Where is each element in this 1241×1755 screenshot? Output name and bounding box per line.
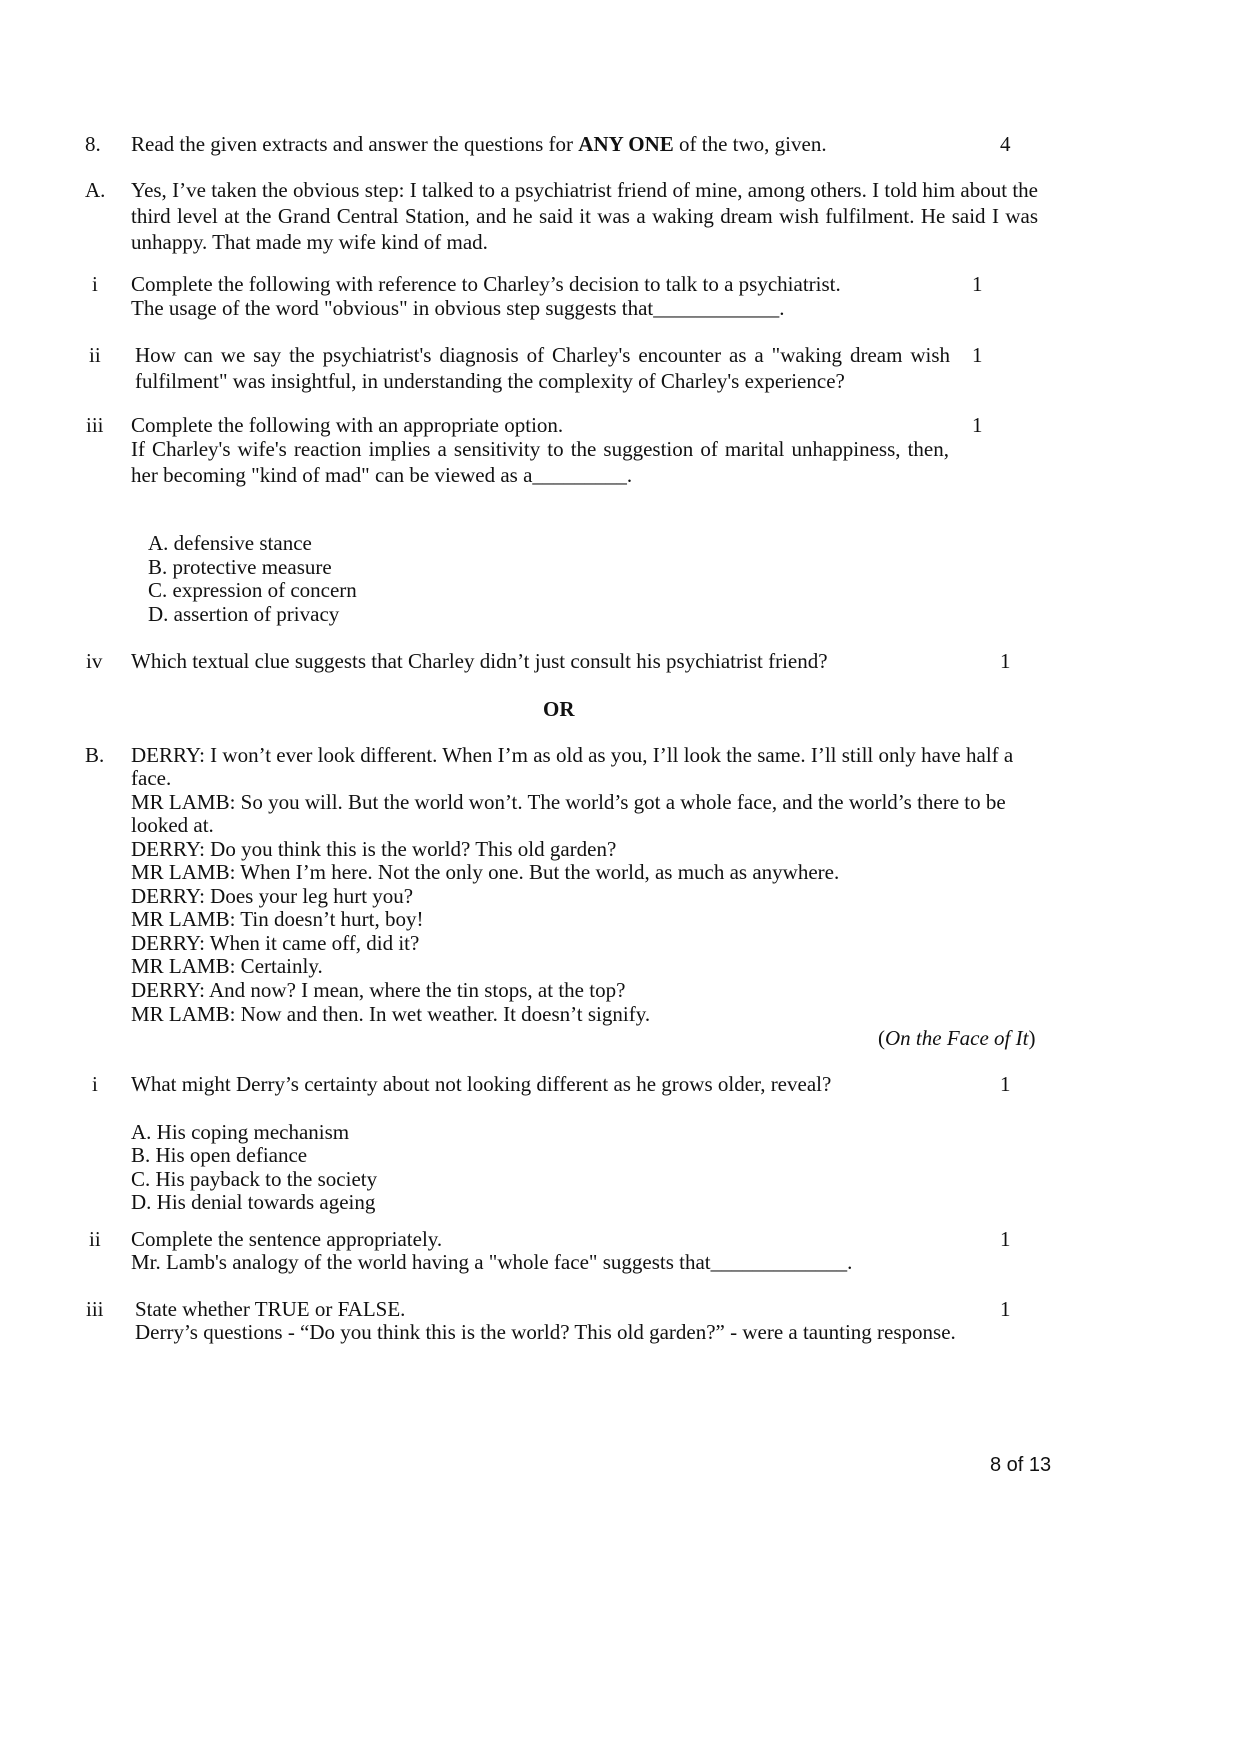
option-d: D. His denial towards ageing bbox=[131, 1190, 376, 1214]
citation-title: On the Face of It bbox=[885, 1026, 1029, 1050]
dialogue-line: MR LAMB: Tin doesn’t hurt, boy! bbox=[131, 907, 424, 931]
dialogue-line: DERRY: And now? I mean, where the tin stops, at the top? bbox=[131, 978, 626, 1002]
part-b-q3-line1: State whether TRUE or FALSE. bbox=[135, 1297, 406, 1321]
part-a-q4-marks: 1 bbox=[1000, 649, 1011, 673]
option-d: D. assertion of privacy bbox=[148, 602, 340, 626]
question-number: 8. bbox=[85, 132, 101, 156]
part-b-label: B. bbox=[85, 743, 105, 767]
part-a-q3-text: If Charley's wife's reaction implies a sensitivity to the suggestion of marital unhappiness, then, her becoming "kind of mad" can be viewed as a_________. bbox=[131, 437, 949, 487]
part-a-q1-line1: Complete the following with reference to Charley’s decision to talk to a psychiatrist. bbox=[131, 272, 841, 296]
option-a: A. defensive stance bbox=[148, 531, 312, 555]
source-citation bbox=[878, 1025, 1035, 1051]
part-b-q1-marks: 1 bbox=[1000, 1072, 1011, 1096]
part-b-q2-marks: 1 bbox=[1000, 1227, 1011, 1251]
option-a: A. His coping mechanism bbox=[131, 1120, 350, 1144]
part-b-q1-number: i bbox=[92, 1072, 98, 1096]
dialogue-line: face. bbox=[131, 766, 172, 790]
part-b-q2-line1: Complete the sentence appropriately. bbox=[131, 1227, 443, 1251]
part-a-q3-marks: 1 bbox=[972, 413, 983, 437]
part-a-q1-marks: 1 bbox=[972, 272, 983, 296]
part-a-q1-number: i bbox=[92, 272, 98, 296]
citation-open: ( bbox=[878, 1026, 885, 1050]
dialogue-line: MR LAMB: When I’m here. Not the only one. But the world, as much as anywhere. bbox=[131, 860, 840, 884]
question-instruction bbox=[131, 131, 827, 157]
part-b-q3-line2: Derry’s questions - “Do you think this is the world? This old garden?” - were a taunting response. bbox=[135, 1320, 956, 1344]
part-b-q3-number: iii bbox=[86, 1297, 104, 1321]
part-a-q3-number: iii bbox=[86, 413, 104, 437]
part-b-q2-number: ii bbox=[89, 1227, 101, 1251]
citation-close: ) bbox=[1028, 1026, 1036, 1050]
page-number: 8 of 13 bbox=[990, 1454, 1052, 1476]
option-c: C. His payback to the society bbox=[131, 1167, 378, 1191]
part-a-label: A. bbox=[85, 178, 106, 202]
part-a-q4-number: iv bbox=[86, 649, 103, 673]
dialogue-line: DERRY: When it came off, did it? bbox=[131, 931, 420, 955]
part-a-q3-line1: Complete the following with an appropriate option. bbox=[131, 413, 564, 437]
dialogue-line: looked at. bbox=[131, 813, 214, 837]
dialogue-line: DERRY: Does your leg hurt you? bbox=[131, 884, 414, 908]
part-a-passage: Yes, I’ve taken the obvious step: I talked to a psychiatrist friend of mine, among others. I told him about the third level at the Grand Central Station, and he said it was a waking dream wish fulfilment. He said I was unhappy. That made my wife kind of mad. bbox=[131, 178, 1038, 254]
part-b-q1-text: What might Derry’s certainty about not looking different as he grows older, reveal? bbox=[131, 1072, 832, 1096]
option-c: C. expression of concern bbox=[148, 578, 357, 602]
part-a-q2-number: ii bbox=[89, 343, 101, 367]
instruction-text: Read the given extracts and answer the questions for bbox=[131, 132, 579, 156]
dialogue-line: DERRY: I won’t ever look different. When I’m as old as you, I’ll look the same. I’ll still only have half a bbox=[131, 743, 1014, 767]
part-a-q2-marks: 1 bbox=[972, 343, 983, 367]
option-b: B. His open defiance bbox=[131, 1143, 308, 1167]
option-b: B. protective measure bbox=[148, 555, 332, 579]
part-a-q4-text: Which textual clue suggests that Charley didn’t just consult his psychiatrist friend? bbox=[131, 649, 828, 673]
part-a-q1-line2: The usage of the word "obvious" in obvious step suggests that____________. bbox=[131, 296, 785, 320]
dialogue-line: MR LAMB: Now and then. In wet weather. It doesn’t signify. bbox=[131, 1002, 651, 1026]
part-a-q2-text: How can we say the psychiatrist's diagnosis of Charley's encounter as a "waking dream wish fulfilment" was insightful, in understanding the complexity of Charley's experience? bbox=[135, 343, 950, 393]
part-b-q3-marks: 1 bbox=[1000, 1297, 1011, 1321]
dialogue-line: MR LAMB: Certainly. bbox=[131, 954, 323, 978]
or-separator: OR bbox=[543, 697, 575, 721]
question-marks: 4 bbox=[1000, 132, 1011, 156]
instruction-emphasis: ANY ONE bbox=[578, 132, 674, 156]
dialogue-line: MR LAMB: So you will. But the world won’t. The world’s got a whole face, and the world’s there to be bbox=[131, 790, 1006, 814]
part-b-q2-line2: Mr. Lamb's analogy of the world having a "whole face" suggests that_____________. bbox=[131, 1250, 853, 1274]
dialogue-line: DERRY: Do you think this is the world? This old garden? bbox=[131, 837, 617, 861]
instruction-text-end: of the two, given. bbox=[673, 132, 827, 156]
